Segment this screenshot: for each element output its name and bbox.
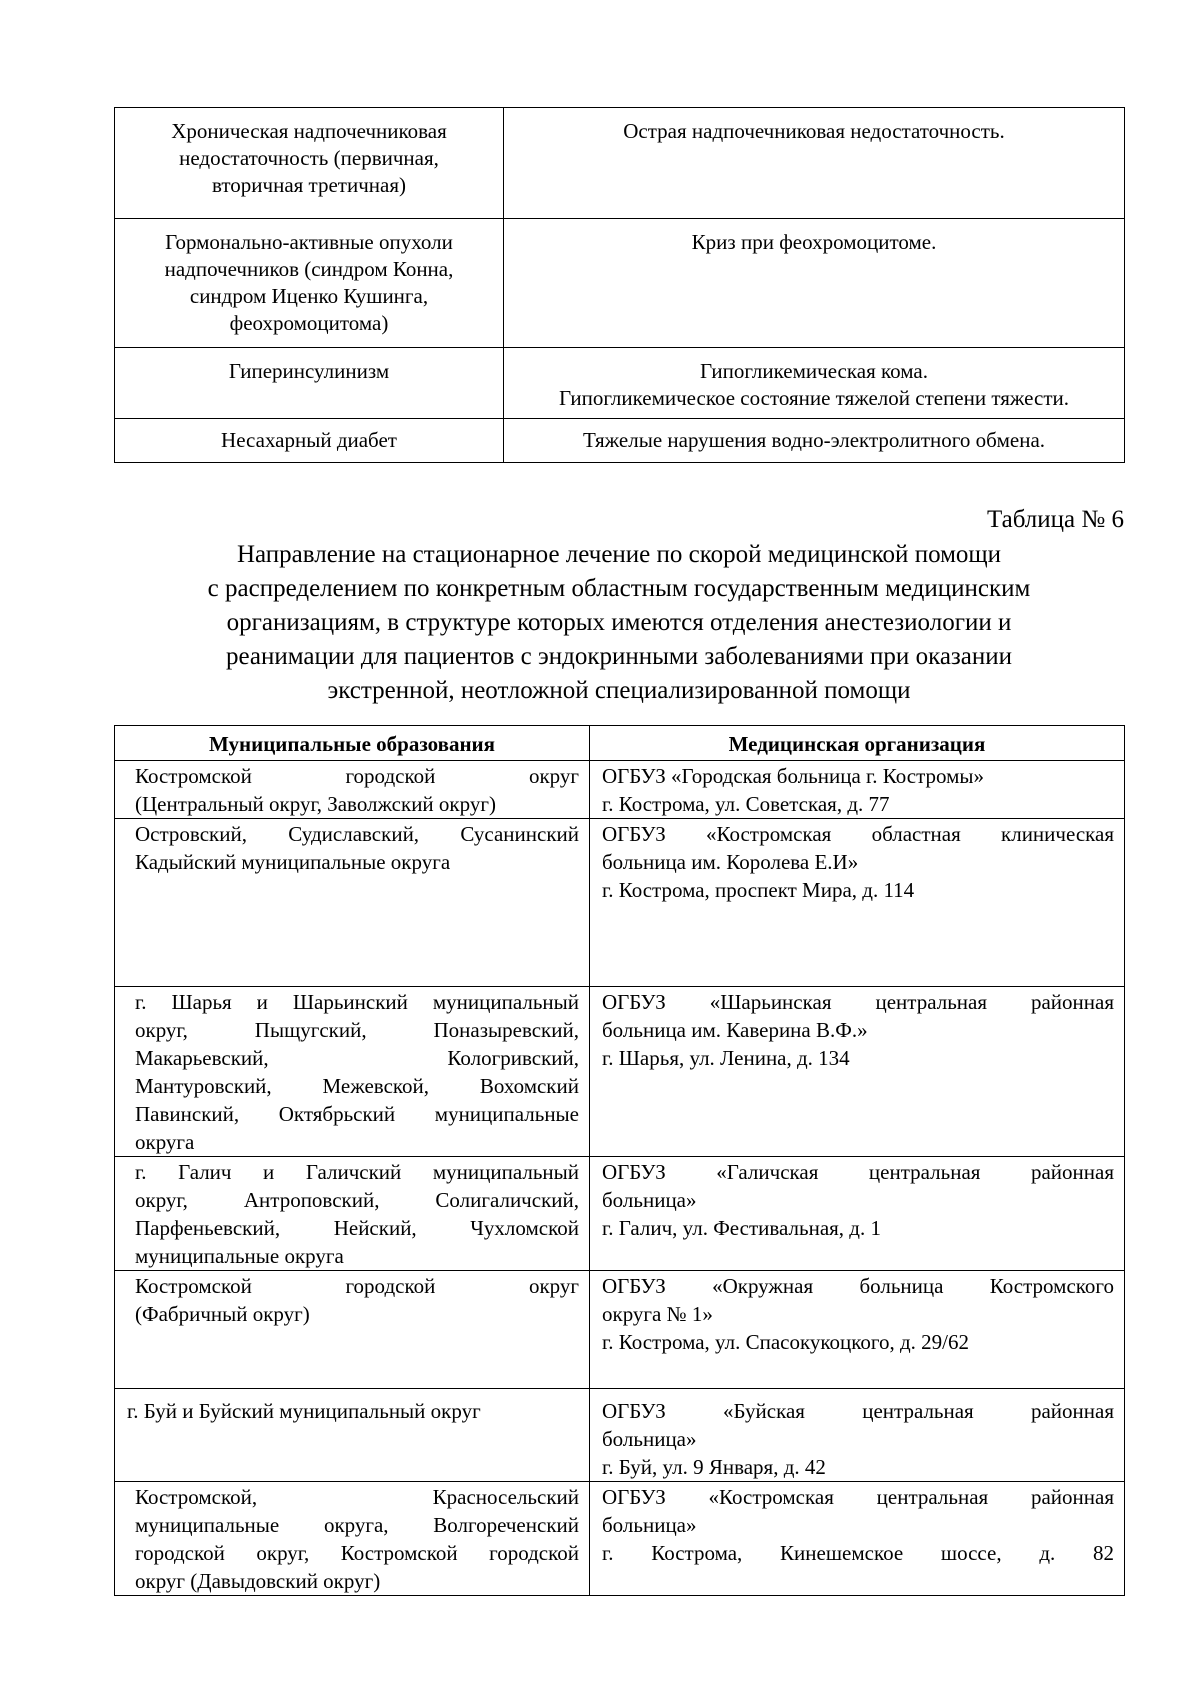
cell-line: Островский, Судиславский, Сусанинский (135, 822, 579, 846)
cell-line: Гиперинсулинизм (228, 359, 390, 383)
cell-line: больница» (602, 1188, 697, 1212)
cell-line: больница» (602, 1427, 697, 1451)
cell-line: муниципальные округа, Волгореченский (135, 1513, 579, 1537)
disease-cell (115, 219, 504, 348)
table-row (115, 219, 1125, 348)
cell-line: г. Галич, ул. Фестивальная, д. 1 (602, 1216, 881, 1240)
cell-line: Мантуровский, Межевской, Вохомский (135, 1074, 579, 1098)
table-row (115, 761, 1125, 819)
organization-cell (590, 987, 1125, 1157)
cell-line: Парфеньевский, Нейский, Чухломской (135, 1216, 579, 1240)
cell-line: г. Кострома, проспект Мира, д. 114 (602, 878, 915, 902)
cell-line: г. Шарья и Шарьинский муниципальный (135, 990, 579, 1014)
title-line: с распределением по конкретным областным государственным медицинским (207, 575, 1031, 602)
cell-line: ОГБУЗ «Костромская областная клиническая (602, 822, 1114, 846)
cell-line: г. Кострома, Кинешемское шоссе, д. 82 (602, 1541, 1114, 1565)
cell-line: ОГБУЗ «Городская больница г. Костромы» (602, 764, 985, 788)
title-line: экстренной, неотложной специализированной помощи (327, 677, 911, 704)
municipality-cell (115, 761, 590, 819)
cell-line: Криз при феохромоцитоме. (691, 230, 937, 254)
cell-line: Кадыйский муниципальные округа (135, 850, 451, 874)
title-line: реанимации для пациентов с эндокринными заболеваниями при оказании (225, 643, 1013, 670)
cell-line: феохромоцитома) (229, 311, 389, 335)
table-row (115, 1157, 1125, 1271)
cell-line: ОГБУЗ «Окружная больница Костромского (602, 1274, 1114, 1298)
municipality-cell (115, 1482, 590, 1596)
cell-line: (Фабричный округ) (135, 1302, 310, 1326)
organization-header: Медицинская организация (590, 726, 1125, 761)
cell-line: Макарьевский, Кологривский, (135, 1046, 579, 1070)
organization-cell (590, 1271, 1125, 1389)
table-number: Таблица № 6 (986, 506, 1124, 533)
title-line: организациям, в структуре которых имеются отделения анестезиологии и (226, 609, 1012, 636)
cell-line: больница» (602, 1513, 697, 1537)
cell-line: округ, Антроповский, Солигаличский, (135, 1188, 579, 1212)
cell-line: ОГБУЗ «Костромская центральная районная (602, 1485, 1114, 1509)
organization-cell (590, 1157, 1125, 1271)
header-row (115, 726, 1125, 761)
organization-cell (590, 761, 1125, 819)
cell-line: Костромской городской округ (135, 1274, 579, 1298)
disease-cell (115, 348, 504, 419)
cell-line: Несахарный диабет (221, 428, 397, 452)
disease-cell (115, 108, 504, 219)
cell-line: ОГБУЗ «Шарьинская центральная районная (602, 990, 1114, 1014)
cell-line: Костромской городской округ (135, 764, 579, 788)
municipality-cell (115, 987, 590, 1157)
cell-line: Гипогликемическое состояние тяжелой степени тяжести. (559, 386, 1069, 410)
cell-line: округа № 1» (602, 1302, 713, 1326)
cell-line: Хроническая надпочечниковая (171, 119, 447, 143)
referral-table (114, 725, 1125, 1596)
disease-cell (115, 419, 504, 463)
municipality-cell (115, 819, 590, 987)
cell-line: синдром Иценко Кушинга, (189, 284, 429, 308)
cell-line: г. Буй и Буйский муниципальный округ (127, 1399, 481, 1423)
cell-line: Павинский, Октябрьский муниципальные (135, 1102, 579, 1126)
cell-line: муниципальные округа (135, 1244, 344, 1268)
table-title (114, 538, 1124, 708)
cell-line: надпочечников (синдром Конна, (164, 257, 454, 281)
cell-line: округ, Пыщугский, Поназыревский, (135, 1018, 579, 1042)
cell-line: ОГБУЗ «Галичская центральная районная (602, 1160, 1114, 1184)
cell-line: г. Кострома, ул. Советская, д. 77 (602, 792, 890, 816)
cell-line: (Центральный округ, Заволжский округ) (135, 792, 496, 816)
cell-line: Костромской, Красносельский (135, 1485, 579, 1509)
emergency-condition-cell (504, 219, 1125, 348)
table-row (115, 819, 1125, 987)
cell-line: городской округ, Костромской городской (135, 1541, 579, 1565)
organization-cell (590, 819, 1125, 987)
cell-line: г. Шарья, ул. Ленина, д. 134 (602, 1046, 850, 1070)
cell-line: Гипогликемическая кома. (700, 359, 928, 383)
cell-line: больница им. Каверина В.Ф.» (602, 1018, 868, 1042)
table-row (115, 1271, 1125, 1389)
cell-line: г. Галич и Галичский муниципальный (135, 1160, 579, 1184)
cell-line: Острая надпочечниковая недостаточность. (623, 119, 1005, 143)
endocrine-conditions-table (114, 107, 1125, 463)
municipality-cell (115, 1271, 590, 1389)
cell-line: Тяжелые нарушения водно-электролитного обмена. (582, 428, 1046, 452)
organization-cell (590, 1389, 1125, 1482)
table-row (115, 419, 1125, 463)
cell-line: ОГБУЗ «Буйская центральная районная (602, 1399, 1114, 1423)
cell-line: Гормонально-активные опухоли (165, 230, 453, 254)
cell-line: округ (Давыдовский округ) (135, 1569, 381, 1593)
cell-line: округа (135, 1130, 195, 1154)
table-row (115, 987, 1125, 1157)
emergency-condition-cell (504, 108, 1125, 219)
organization-cell (590, 1482, 1125, 1596)
table-row (115, 1389, 1125, 1482)
municipality-cell (115, 1389, 590, 1482)
cell-line: недостаточность (первичная, (179, 146, 439, 170)
emergency-condition-cell (504, 419, 1125, 463)
cell-line: г. Кострома, ул. Спасокукоцкого, д. 29/62 (602, 1330, 970, 1354)
cell-line: больница им. Королева Е.И» (602, 850, 859, 874)
table-row (115, 348, 1125, 419)
title-line: Направление на стационарное лечение по скорой медицинской помощи (236, 541, 1002, 568)
table-row (115, 108, 1125, 219)
emergency-condition-cell (504, 348, 1125, 419)
table-row (115, 1482, 1125, 1596)
cell-line: вторичная третичная) (211, 173, 406, 197)
municipality-cell (115, 1157, 590, 1271)
municipality-header: Муниципальные образования (115, 726, 590, 761)
cell-line: г. Буй, ул. 9 Января, д. 42 (602, 1455, 826, 1479)
